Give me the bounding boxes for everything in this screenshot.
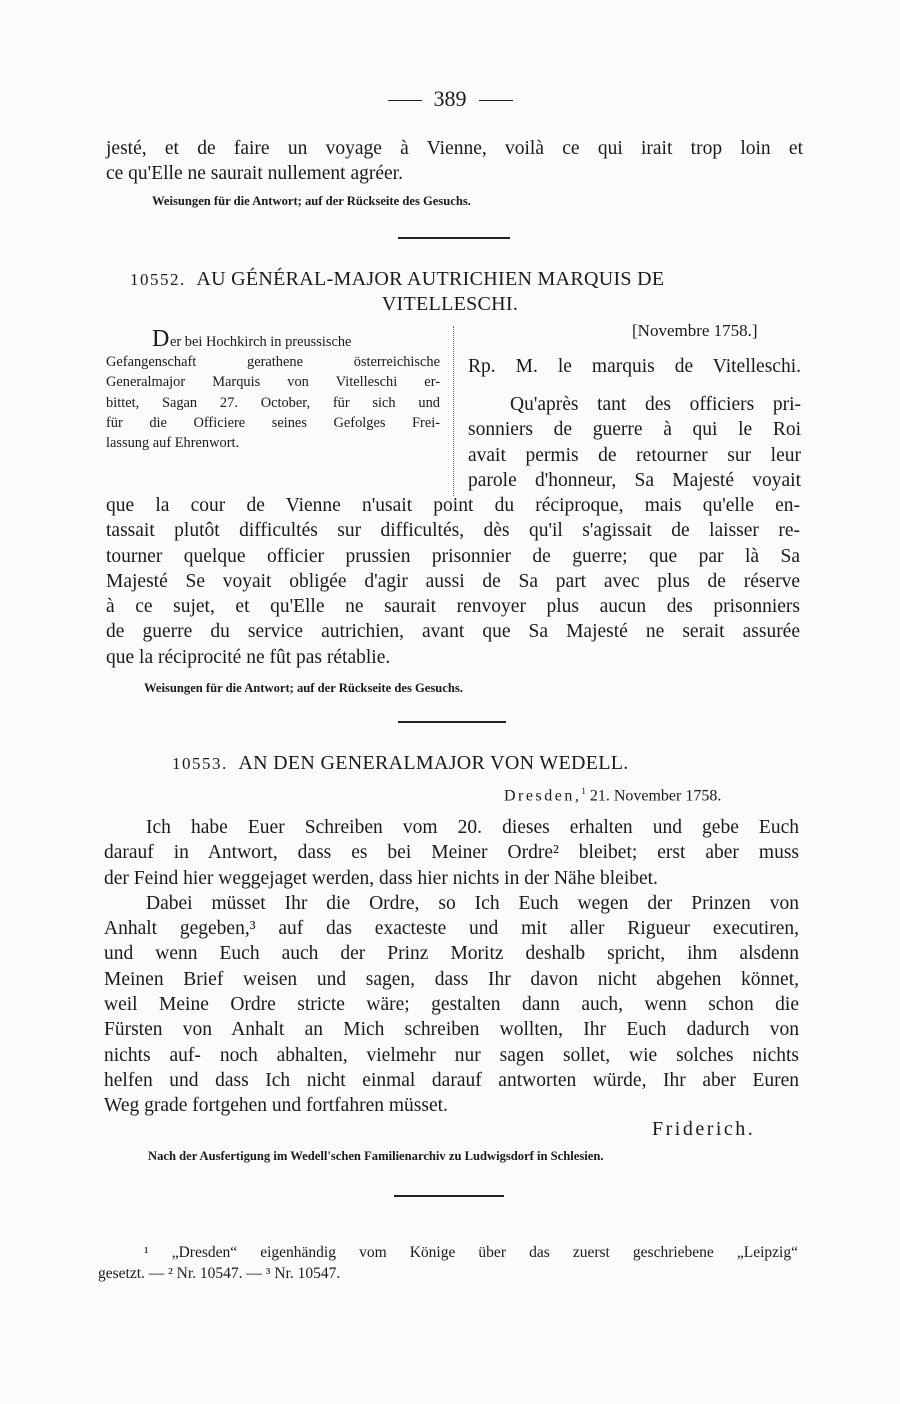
body-line: Ich habe Euer Schreiben vom 20. dieses erhalten und gebe Euch — [146, 817, 799, 838]
footnotes — [98, 1242, 798, 1284]
letter-heading-10552 — [130, 268, 664, 291]
body-line: Meinen Brief weisen und sagen, dass Ihr davon nicht abgehen könnet, — [104, 968, 799, 990]
dropcap: D — [152, 326, 170, 352]
body-line: sonniers de guerre à qui le Roi — [468, 419, 801, 441]
body-line: helfen und dass Ich nicht einmal darauf antworten würde, Ihr aber Euren — [104, 1069, 799, 1091]
page-number-line — [0, 86, 900, 112]
addressee: Rp. M. le marquis de Vitelleschi. — [468, 356, 801, 377]
body-line: der Feind hier weggejaget werden, dass hier nichts in der Nähe bleibet. — [104, 867, 658, 889]
section-divider — [398, 721, 506, 723]
dash-right — [479, 100, 513, 101]
body-line: Fürsten von Anhalt an Mich schreiben wollten, Ihr Euch dadurch von — [104, 1019, 799, 1041]
summary-line: bittet, Sagan 27. October, für sich und — [106, 394, 440, 411]
date: 21. November 1758. — [589, 787, 722, 805]
body-line: darauf in Antwort, dass es bei Meiner Ordre² bleibet; erst aber muss — [104, 842, 799, 864]
summary-first-line: D er bei Hochkirch in preussische — [152, 326, 352, 352]
letter-body-10552 — [106, 493, 800, 670]
letter-dateline — [504, 786, 721, 805]
body-line: tourner quelque officier prussien prisonnier de guerre; que par là Sa — [106, 545, 800, 567]
body-line: Qu'après tant des officiers pri- — [510, 394, 801, 415]
footnote-line: ¹ „Dresden“ eigenhändig vom Könige über das zuerst geschriebene „Leipzig“ — [144, 1244, 798, 1261]
letter-body-10553 — [104, 815, 799, 1119]
body-line: parole d'honneur, Sa Majesté voyait — [468, 469, 801, 491]
signature: Friderich. — [652, 1118, 756, 1140]
instruction-note-1: Weisungen für die Antwort; auf der Rückseite des Gesuchs. — [152, 194, 471, 208]
summary-line: Generalmajor Marquis von Vitelleschi er- — [106, 374, 440, 391]
body-line: und wenn Euch auch der Prinz Moritz deshalb spricht, ihm alsdenn — [104, 943, 799, 965]
body-line: weil Meine Ordre stricte wäre; gestalten dann auch, wenn schon die — [104, 994, 799, 1016]
body-line: de guerre du service autrichien, avant que Sa Majesté ne serait assurée — [106, 621, 800, 643]
letter-title-line-2: VITELLESCHI. — [381, 293, 519, 315]
body-line: que la cour de Vienne n'usait point du réciproque, mais qu'elle en- — [106, 495, 800, 516]
summary-line: für die Officiere seines Gefolges Frei- — [106, 414, 440, 431]
instruction-note-2: Weisungen für die Antwort; auf der Rückseite des Gesuchs. — [144, 681, 463, 695]
body-line: avait permis de retourner sur leur — [468, 444, 801, 466]
body-line: Dabei müsset Ihr die Ordre, so Ich Euch wegen der Prinzen von — [146, 892, 799, 914]
letter-title: AN DEN GENERALMAJOR VON WEDELL. — [238, 752, 629, 774]
source-note: Nach der Ausfertigung im Wedell'schen Familienarchiv zu Ludwigsdorf in Schlesien. — [148, 1149, 604, 1163]
column-divider — [453, 326, 454, 496]
body-line: Anhalt gegeben,³ auf das exacteste und mit aller Rigueur executiren, — [104, 918, 799, 940]
body-line: que la réciprocité ne fût pas rétablie. — [106, 646, 391, 668]
place: Dresden, — [504, 787, 582, 805]
footnote-divider — [394, 1195, 504, 1197]
summary-line: lassung auf Ehrenwort. — [106, 435, 240, 452]
letter-title-line-1: AU GÉNÉRAL-MAJOR AUTRICHIEN MARQUIS DE — [196, 268, 665, 290]
request-summary — [106, 326, 440, 453]
body-line: tassait plutôt difficultés sur difficultés, dès qu'il s'agissait de laisser re- — [106, 520, 800, 542]
summary-line: Gefangenschaft gerathene österreichische — [106, 354, 440, 371]
body-line: Majesté Se voyait obligée d'agir aussi de Sa part avec plus de réserve — [106, 570, 800, 592]
footnote-line: gesetzt. — ² Nr. 10547. — ³ Nr. 10547. — [98, 1265, 341, 1282]
page-number: 389 — [433, 86, 467, 111]
letter-number: 10552. — [130, 270, 186, 289]
letter-date: [Novembre 1758.] — [632, 321, 758, 340]
footnote-ref: 1 — [581, 786, 586, 796]
body-line: à ce sujet, et qu'Elle ne saurait renvoyer plus aucun des prisonniers — [106, 596, 800, 618]
body-line: nichts auf- noch abhalten, vielmehr nur sagen sollet, wie solches nichts — [104, 1044, 799, 1066]
letter-heading-10553 — [172, 752, 629, 775]
continuation-line-2: ce qu'Elle ne saurait nullement agréer. — [106, 163, 403, 184]
continuation-line-1: jesté, et de faire un voyage à Vienne, voilà ce qui irait trop loin et — [106, 138, 803, 159]
dash-left — [388, 100, 422, 101]
section-divider — [398, 237, 510, 239]
letter-number: 10553. — [172, 754, 228, 773]
body-line: Weg grade fortgehen und fortfahren müsset. — [104, 1095, 448, 1117]
letter-body-column — [468, 392, 801, 493]
